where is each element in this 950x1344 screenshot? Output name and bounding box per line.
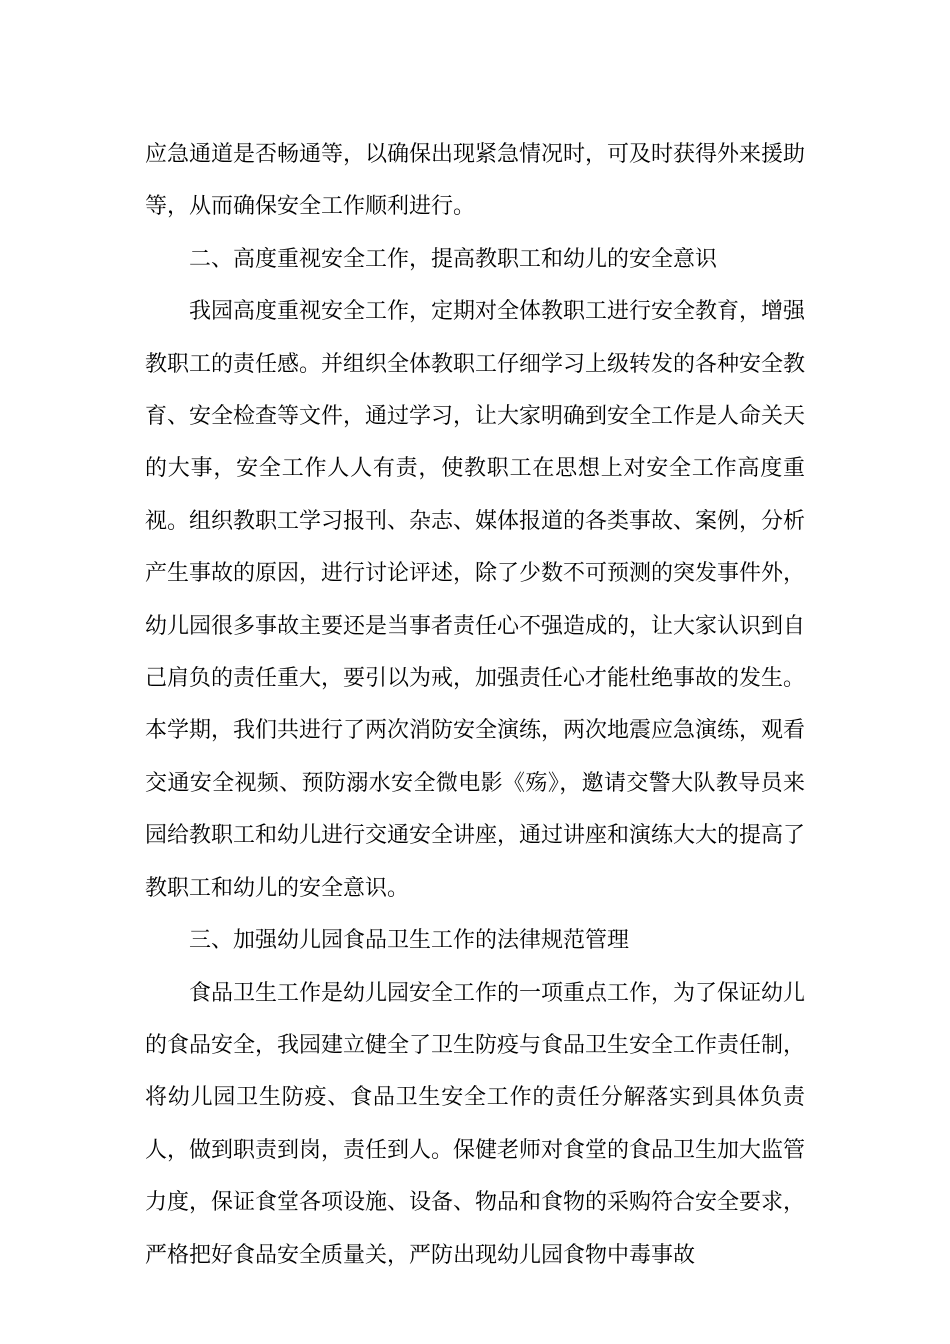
- paragraph-food-hygiene: 食品卫生工作是幼儿园安全工作的一项重点工作，为了保证幼儿的食品安全，我园建立健全了卫生防疫与食品卫生安全工作责任制，将幼儿园卫生防疫、食品卫生安全工作的责任分解落实到具体负责人，做到职责到岗，责任到人。保健老师对食堂的食品卫生加大监管力度，保证食堂各项设施、设备、物品和食物的采购符合安全要求，严格把好食品安全质量关，严防出现幼儿园食物中毒事故: [145, 980, 806, 1268]
- section-heading-2: 二、高度重视安全工作，提高教职工和幼儿的安全意识: [189, 246, 718, 272]
- paragraph-safety-education: 我园高度重视安全工作，定期对全体教职工进行安全教育，增强教职工的责任感。并组织全体教职工仔细学习上级转发的各种安全教育、安全检查等文件，通过学习，让大家明确到安全工作是人命关天的大事，安全工作人人有责，使教职工在思想上对安全工作高度重视。组织教职工学习报刊、杂志、媒体报道的各类事故、案例，分析产生事故的原因，进行讨论评述，除了少数不可预测的突发事件外，幼儿园很多事故主要还是当事者责任心不强造成的，让大家认识到自己肩负的责任重大，要引以为戒，加强责任心才能杜绝事故的发生。本学期，我们共进行了两次消防安全演练，两次地震应急演练，观看交通安全视频、预防溺水安全微电影《殇》，邀请交警大队教导员来园给教职工和幼儿进行交通安全讲座，通过讲座和演练大大的提高了教职工和幼儿的安全意识。: [145, 299, 806, 901]
- section-heading-3: 三、加强幼儿园食品卫生工作的法律规范管理: [189, 928, 630, 954]
- paragraph-continuation: 应急通道是否畅通等，以确保出现紧急情况时，可及时获得外来援助等，从而确保安全工作顺利进行。: [145, 142, 806, 220]
- document-body: [145, 129, 805, 1282]
